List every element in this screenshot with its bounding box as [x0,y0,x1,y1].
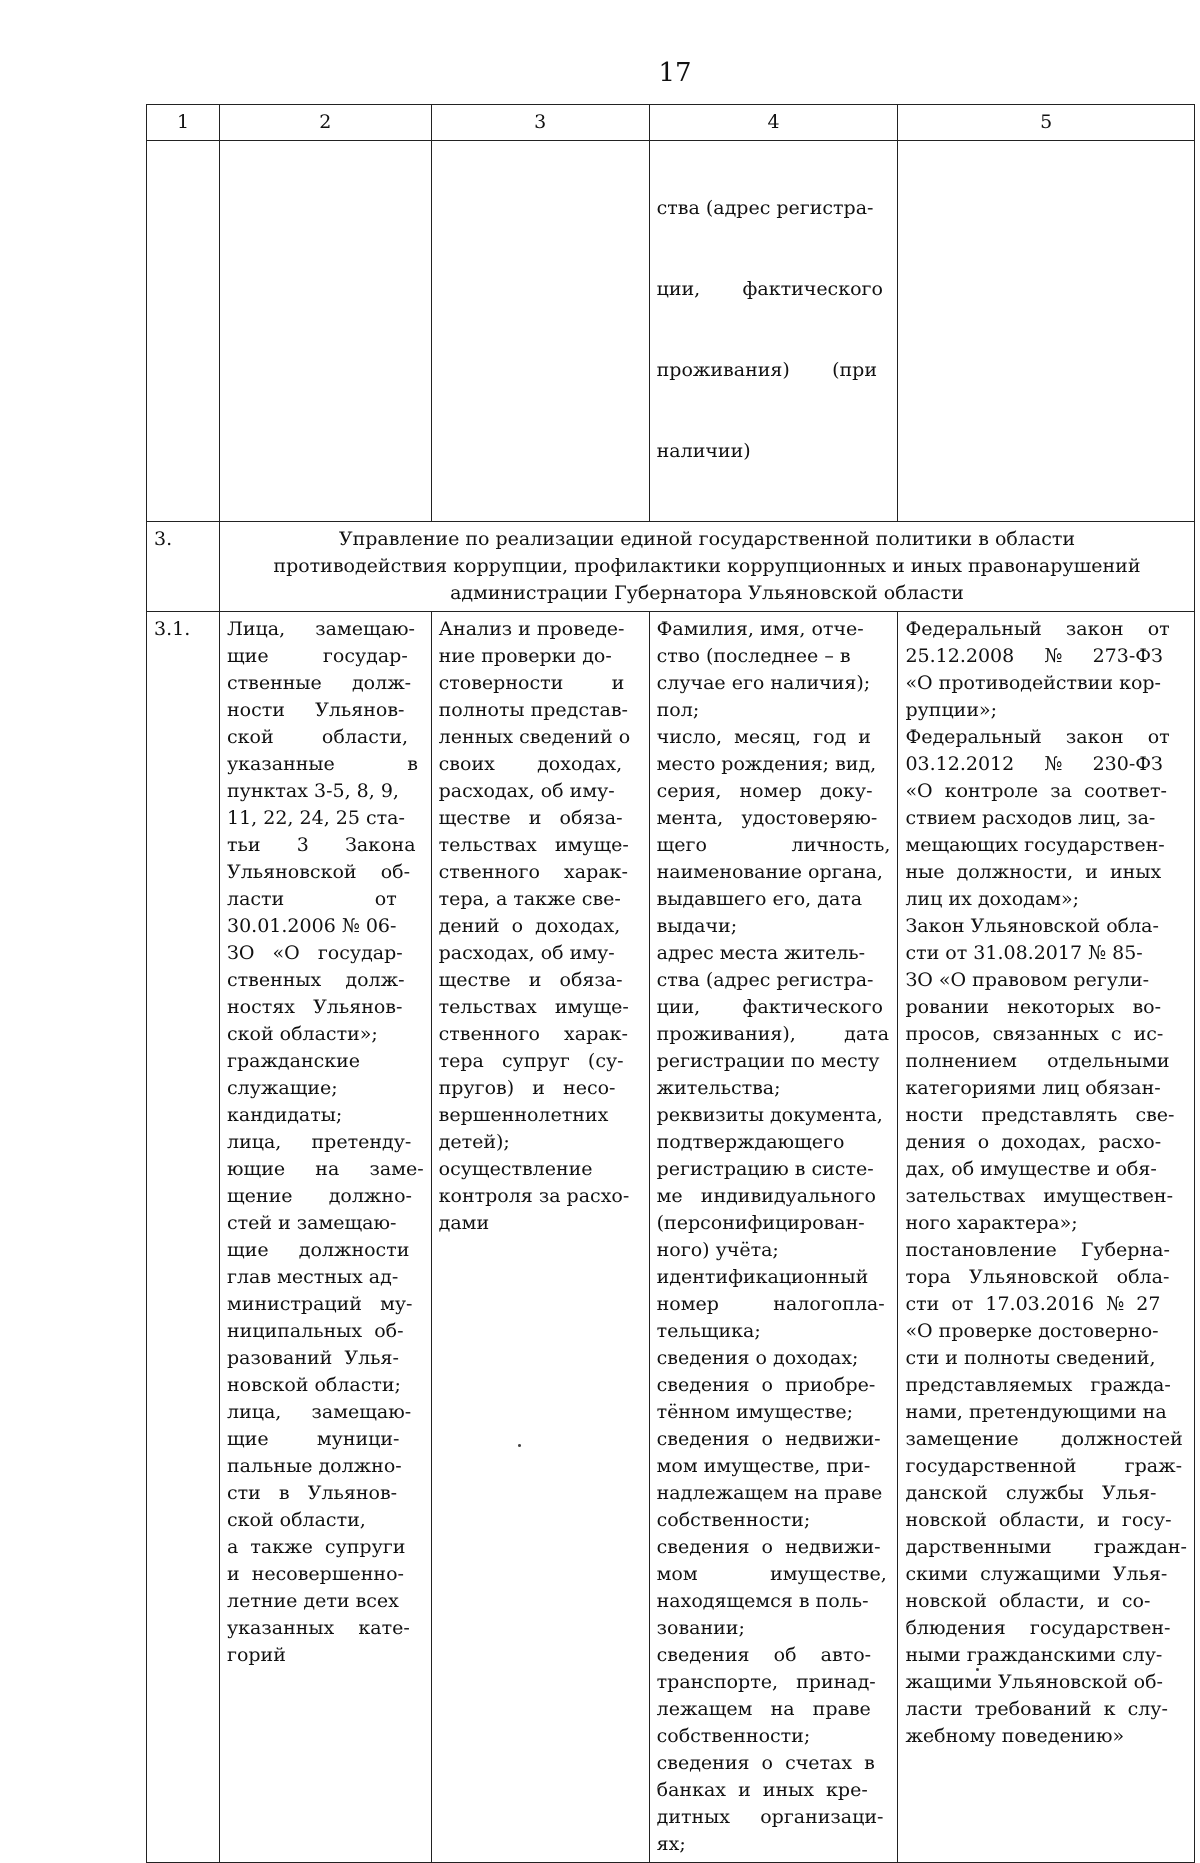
text-line: пальные должно- [227,1455,402,1477]
text-line: ской области»; [227,1023,378,1045]
text-line: замещение должностей [905,1428,1183,1450]
text-line: сти от 31.08.2017 № 85- [905,942,1143,964]
text-line: зательствах имуществен- [905,1185,1174,1207]
text-line: случае его наличия); [656,672,871,694]
text-line: сти от 17.03.2016 № 27 [905,1293,1161,1315]
text-line: ниципальных об- [227,1320,404,1342]
text-line: адрес места житель- [656,942,866,964]
text-line: Лица, замещаю- [227,618,415,640]
text-line: идентификационный [656,1266,869,1288]
text-line: рупции»; [905,699,998,721]
text-line: тённом имуществе; [656,1401,854,1423]
header-cell-5: 5 [898,105,1194,141]
text-line: Федеральный закон от [905,726,1170,748]
text-line: глав местных ад- [227,1266,399,1288]
text-line: щие должности [227,1239,410,1261]
text-line: новской области, и со- [905,1590,1151,1612]
text-line: ства (адрес регистра- [656,969,874,991]
text-line: ской области, [227,726,409,748]
text-line: сведения о приобре- [656,1374,876,1396]
text-line: ществе и обяза- [438,969,623,991]
text-line: «О контроле за соответ- [905,780,1167,802]
section-title-line: противодействия коррупции, профилактики коррупционных и иных правонарушений [273,555,1141,577]
section-row [147,522,1195,612]
section-number: 3. [147,522,220,612]
text-line: транспорте, принад- [656,1671,876,1693]
text-line: пол; [656,699,700,721]
text-line: стоверности и [438,672,625,694]
text-line: проживания), дата [656,1023,890,1045]
text-line: дений о доходах, [438,915,621,937]
text-line: жительства; [656,1077,781,1099]
text-line: мента, удостоверяю- [656,807,878,829]
data-table [146,104,1195,1863]
text-line: расходах, об иму- [438,942,615,964]
text-line: горий [227,1644,286,1666]
section-title-line: администрации Губернатора Ульяновской области [450,582,964,604]
text-line: ции, фактического [656,278,883,300]
header-cell-2: 2 [220,105,432,141]
text-line: скими служащими Улья- [905,1563,1168,1585]
text-line: наличии) [656,440,751,462]
header-cell-4: 4 [649,105,898,141]
text-line: ности представлять све- [905,1104,1175,1126]
continuation-cell-3 [431,141,649,522]
text-line: ской области, [227,1509,366,1531]
text-line: блюдения государствен- [905,1617,1171,1639]
text-line: находящемся в поль- [656,1590,869,1612]
text-line: лица, замещаю- [227,1401,412,1423]
text-line: регистрацию в систе- [656,1158,874,1180]
continuation-cell-2 [220,141,432,522]
text-line: (персонифицирован- [656,1212,865,1234]
table-row [147,612,1195,1863]
text-line: представляемых гражда- [905,1374,1171,1396]
text-line: гражданские [227,1050,361,1072]
text-line: указанных кате- [227,1617,410,1639]
text-line: ного характера»; [905,1212,1078,1234]
text-line: дами [438,1212,490,1234]
text-line: указанные в [227,753,418,775]
text-line: жебному поведению» [905,1725,1125,1747]
text-line: полнением отдельными [905,1050,1170,1072]
text-line: зовании; [656,1617,745,1639]
text-line: выдачи; [656,915,738,937]
text-line: ЗО «О правовом регули- [905,969,1150,991]
text-line: тельствах имуще- [438,834,629,856]
text-line: данской службы Улья- [905,1482,1157,1504]
text-line: ства (адрес регистра- [656,197,874,219]
text-line: вершеннолетних [438,1104,609,1126]
text-line: министраций му- [227,1293,413,1315]
text-line: собственности; [656,1509,811,1531]
text-line: проживания) (при [656,359,877,381]
text-line: ние проверки до- [438,645,612,667]
page-number: 17 [658,58,692,88]
row-col5-laws [898,612,1194,1863]
header-row [147,105,1195,141]
text-line: разований Улья- [227,1347,399,1369]
text-line: надлежащем на праве [656,1482,883,1504]
text-line: Анализ и проведе- [438,618,625,640]
text-line: стей и замещаю- [227,1212,397,1234]
text-line: государственной граж- [905,1455,1183,1477]
text-line: детей); [438,1131,510,1153]
text-line: ствием расходов лиц, за- [905,807,1156,829]
text-line: лиц их доходам»; [905,888,1079,910]
text-line: наименование органа, [656,861,883,883]
text-line: ственного харак- [438,1023,628,1045]
text-line: Закон Ульяновской обла- [905,915,1159,937]
continuation-row [147,141,1195,522]
text-line: щего личность, [656,834,891,856]
text-line: и несовершенно- [227,1563,404,1585]
text-line: постановление Губерна- [905,1239,1170,1261]
text-line: ющие на заме- [227,1158,424,1180]
text-line: тельствах имуще- [438,996,629,1018]
text-line: реквизиты документа, [656,1104,883,1126]
text-line: осуществление [438,1158,593,1180]
text-line: серия, номер доку- [656,780,873,802]
text-line: сти в Ульянов- [227,1482,398,1504]
text-line: ленных сведений о [438,726,631,748]
header-cell-1: 1 [147,105,220,141]
text-line: категориями лиц обязан- [905,1077,1161,1099]
text-line: 25.12.2008 № 273-ФЗ [905,645,1163,667]
row-col4-data [649,612,898,1863]
text-line: тельщика; [656,1320,761,1342]
text-line: тьи 3 Закона [227,834,416,856]
row-col2-persons [220,612,432,1863]
text-line: собственности; [656,1725,811,1747]
scan-dot [976,1668,979,1671]
text-line: сведения о недвижи- [656,1536,881,1558]
text-line: новской области, и госу- [905,1509,1172,1531]
text-line: контроля за расхо- [438,1185,630,1207]
text-line: ровании некоторых во- [905,996,1162,1018]
text-line: регистрации по месту [656,1050,880,1072]
text-line: сведения о недвижи- [656,1428,881,1450]
text-line: ЗО «О государ- [227,942,403,964]
text-line: дитных организаци- [656,1806,884,1828]
text-line: летние дети всех [227,1590,399,1612]
text-line: своих доходах, [438,753,623,775]
text-line: пунктах 3-5, 8, 9, [227,780,399,802]
text-line: место рождения; вид, [656,753,877,775]
text-line: мом имуществе, при- [656,1455,871,1477]
text-line: 30.01.2006 № 06- [227,915,397,937]
text-line: сведения об авто- [656,1644,872,1666]
text-line: дарственными граждан- [905,1536,1187,1558]
text-line: ции, фактического [656,996,883,1018]
text-line: «О проверке достоверно- [905,1320,1159,1342]
text-line: просов, связанных с ис- [905,1023,1164,1045]
text-line: ного) учёта; [656,1239,779,1261]
text-line: ные должности, и иных [905,861,1162,883]
text-line: ществе и обяза- [438,807,623,829]
text-line: Фамилия, имя, отче- [656,618,864,640]
text-line: Федеральный закон от [905,618,1170,640]
row-col3-actions [431,612,649,1863]
text-line: «О противодействии кор- [905,672,1161,694]
text-line: подтверждающего [656,1131,845,1153]
text-line: выдавшего его, дата [656,888,863,910]
text-line: ях; [656,1833,686,1855]
text-line: полноты представ- [438,699,628,721]
text-line: ме индивидуального [656,1185,876,1207]
text-line: Ульяновской об- [227,861,411,883]
text-line: дения о доходах, расхо- [905,1131,1162,1153]
text-line: щие муници- [227,1428,400,1450]
text-line: число, месяц, год и [656,726,871,748]
text-line: сти и полноты сведений, [905,1347,1156,1369]
text-line: щение должно- [227,1185,412,1207]
text-line: тора Ульяновской обла- [905,1266,1170,1288]
continuation-cell-5 [898,141,1194,522]
text-line: ностях Ульянов- [227,996,403,1018]
header-cell-3: 3 [431,105,649,141]
text-line: лежащем на праве [656,1698,871,1720]
text-line: 03.12.2012 № 230-ФЗ [905,753,1163,775]
text-line: ственных долж- [227,969,405,991]
text-line: ственные долж- [227,672,412,694]
text-line: ными гражданскими слу- [905,1644,1163,1666]
text-line: а также супруги [227,1536,406,1558]
row-number: 3.1. [147,612,220,1863]
text-line: ласти требований к слу- [905,1698,1168,1720]
text-line: тера, а также све- [438,888,621,910]
text-line: ности Ульянов- [227,699,405,721]
text-line: ство (последнее – в [656,645,851,667]
text-line: сведения о счетах в [656,1752,875,1774]
text-line: расходах, об иму- [438,780,615,802]
text-line: новской области; [227,1374,401,1396]
text-line: кандидаты; [227,1104,343,1126]
text-line: лица, претенду- [227,1131,412,1153]
continuation-cell-4 [649,141,898,522]
text-line: ласти от [227,888,397,910]
section-title [220,522,1195,612]
text-line: щие государ- [227,645,408,667]
text-line: номер налогопла- [656,1293,885,1315]
scan-dot [518,1444,521,1447]
text-line: тера супруг (су- [438,1050,624,1072]
continuation-cell-1 [147,141,220,522]
text-line: мещающих государствен- [905,834,1165,856]
text-line: пругов) и несо- [438,1077,616,1099]
text-line: ственного харак- [438,861,628,883]
section-title-line: Управление по реализации единой государственной политики в области [338,528,1076,550]
text-line: нами, претендующими на [905,1401,1167,1423]
text-line: мом имуществе, [656,1563,887,1585]
text-line: 11, 22, 24, 25 ста- [227,807,405,829]
text-line: дах, об имуществе и обя- [905,1158,1157,1180]
text-line: сведения о доходах; [656,1347,859,1369]
text-line: жащими Ульяновской об- [905,1671,1163,1693]
text-line: банках и иных кре- [656,1779,868,1801]
text-line: служащие; [227,1077,338,1099]
